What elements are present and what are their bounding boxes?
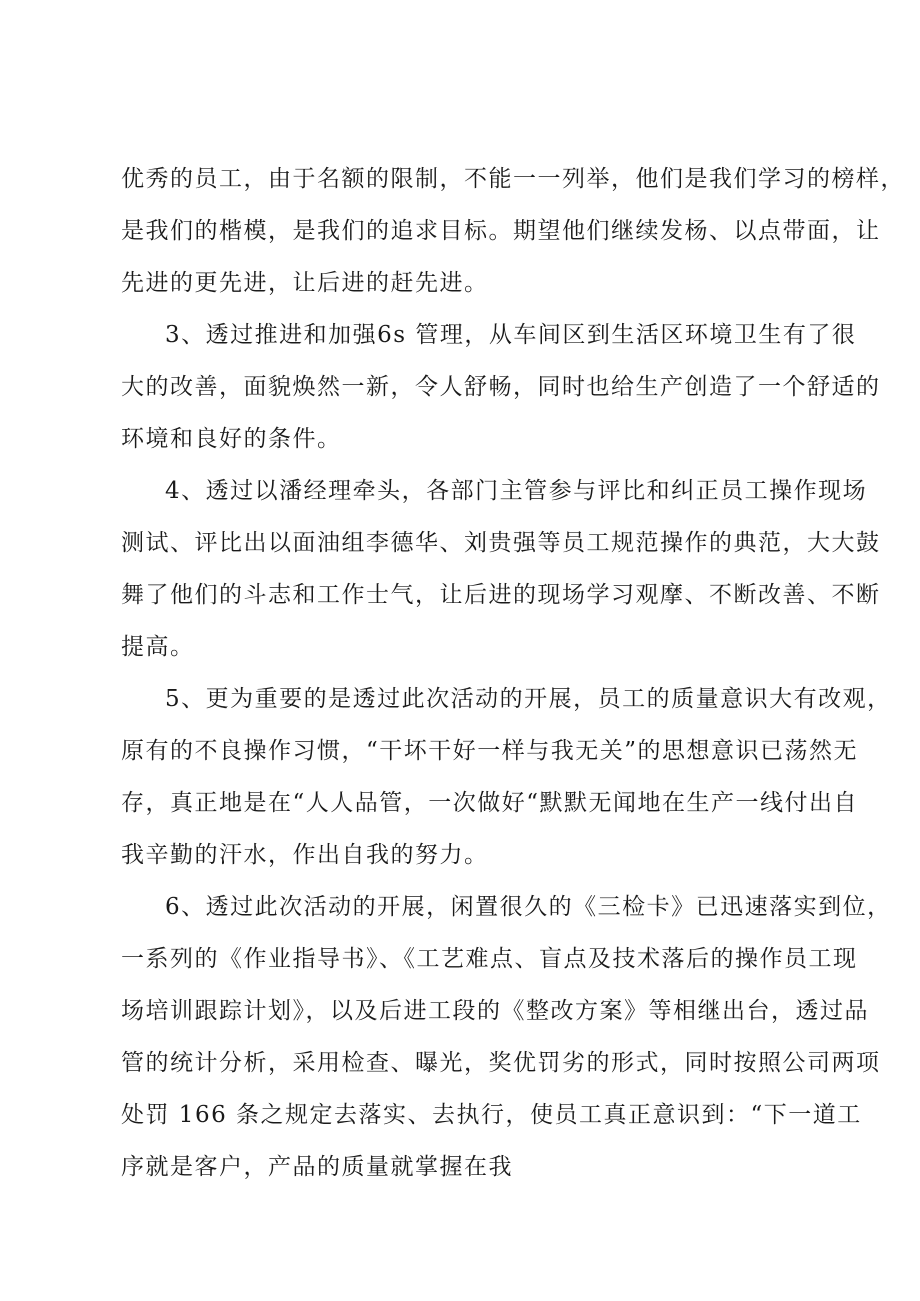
text-line: 处罚 166 条之规定去落实、去执行，使员工真正意识到：“下一道工 xyxy=(121,1102,862,1128)
text-line: 存，真正地是在“人人品管，一次做好“默默无闻地在生产一线付出自 xyxy=(121,790,859,816)
text-line: 我辛勤的汗水，作出自我的努力。 xyxy=(121,842,489,868)
text-line: 测试、评比出以面油组李德华、刘贵强等员工规范操作的典范，大大鼓 xyxy=(121,530,881,556)
text-line: 4、透过以潘经理牵头，各部门主管参与评比和纠正员工操作现场 xyxy=(165,478,868,504)
text-line: 先进的更先进，让后进的赶先进。 xyxy=(121,270,489,296)
text-line: 提高。 xyxy=(121,634,195,660)
text-line: 5、更为重要的是透过此次活动的开展，员工的质量意识大有改观， xyxy=(165,686,892,712)
text-line: 大的改善，面貌焕然一新，令人舒畅，同时也给生产创造了一个舒适的 xyxy=(121,374,881,400)
text-line: 序就是客户，产品的质量就掌握在我 xyxy=(121,1154,513,1180)
text-line: 管的统计分析，采用检查、曝光，奖优罚劣的形式，同时按照公司两项 xyxy=(121,1050,881,1076)
text-line: 场培训跟踪计划》，以及后进工段的《整改方案》等相继出台，透过品 xyxy=(121,998,869,1024)
text-line: 舞了他们的斗志和工作士气，让后进的现场学习观摩、不断改善、不断 xyxy=(121,582,881,608)
text-line: 6、透过此次活动的开展，闲置很久的《三检卡》已迅速落实到位， xyxy=(165,894,892,920)
text-line: 3、透过推进和加强6s 管理，从车间区到生活区环境卫生有了很 xyxy=(165,322,857,348)
text-line: 环境和良好的条件。 xyxy=(121,426,342,452)
text-line: 优秀的员工，由于名额的限制，不能一一列举，他们是我们学习的榜样， xyxy=(121,166,905,192)
text-line: 原有的不良操作习惯，“干坏干好一样与我无关”的思想意识已荡然无 xyxy=(121,738,859,764)
text-line: 一系列的《作业指导书》、《工艺难点、盲点及技术落后的操作员工现 xyxy=(121,946,858,972)
text-line: 是我们的楷模，是我们的追求目标。期望他们继续发杨、以点带面，让 xyxy=(121,218,881,244)
